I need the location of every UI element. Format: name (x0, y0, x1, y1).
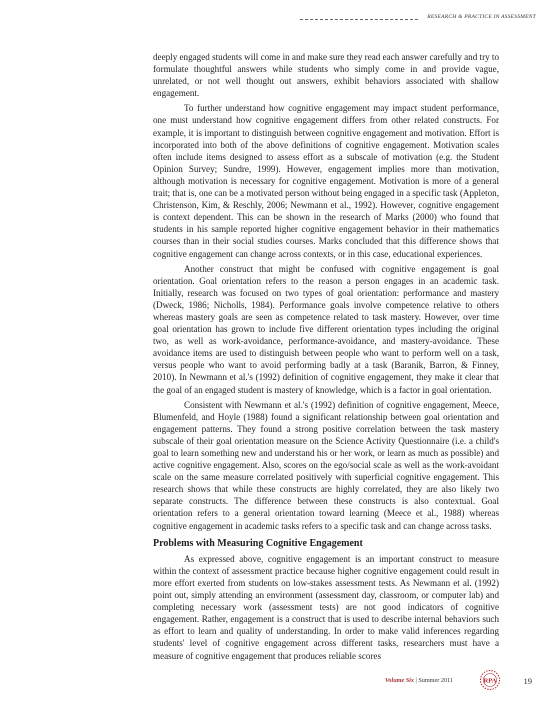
paragraph-1: deeply engaged students will come in and make sure they read each answer carefully and try to formulate thoughtful answers while students who simply come in and provide vague, unrelated, or not well thought out answers, exhibit behaviors associated with shallow engagement. (153, 52, 499, 99)
paragraph-3: Another construct that might be confused with cognitive engagement is goal orientation. Goal orientation refers to the reason a person engages in an academic task. Initially, research was focused on two types of goal orientation: performance and mastery (Dweck, 1986; Nicholls, 1984). Performance goals involve competence relative to others whereas mastery goals are seen as competence related to task mastery. However, over time goal orientation has grown to include five different orientation types including the original two, as well as work-avoidance, performance-avoidance, and mastery-avoidance. These avoidance items are used to distinguish between people who want to perform well on a task, versus people who want to avoid performing badly at a task (Baranik, Barron, & Finney, 2010). In Newmann et al.'s (1992) definition of cognitive engagement, they make it clear that the goal of an engaged student is mastery of knowledge, which is a factor in goal orientation. (153, 263, 499, 395)
logo-text: RPA (483, 677, 497, 685)
rpa-logo-icon (475, 669, 505, 691)
section-heading: Problems with Measuring Cognitive Engagement (153, 537, 363, 549)
footer-issue: | Summer 2011 (414, 677, 453, 684)
section-paragraph: As expressed above, cognitive engagement is an important construct to measure within the context of assessment practice because higher cognitive engagement could result in more effort exerted from students on low-stakes assessment tests. As Newmann et al. (1992) point out, simply attending an environment (assessment day, classroom, or computer lab) and completing necessary work (assessment tests) are not good indicators of cognitive engagement. Rather, engagement is a construct that is used to describe internal behaviors such as effort to learn and quality of understanding. In order to make valid inferences regarding students' level of cognitive engagement across different tasks, researchers must have a measure of cognitive engagement that produces reliable scores (153, 553, 499, 661)
running-title: RESEARCH & PRACTICE IN ASSESSMENT (427, 14, 536, 20)
page-number: 19 (523, 676, 532, 686)
paragraph-4: Consistent with Newmann et al.'s (1992) definition of cognitive engagement, Meece, Blumenfeld, and Hoyle (1988) found a significant relationship between goal orientation and engagement patterns. They found a strong positive correlation between the task mastery subscale of their goal orientation measure on the Science Activity Questionnaire (i.e. a child's goal to learn something new and understand his or her work, or learn as much as possible) and active cognitive engagement. Also, scores on the ego/social scale as well as the work-avoidant scale on the same measure correlated positively with superficial cognitive engagement. This research shows that while these constructs are highly correlated, they are also likely two separate constructs. The difference between these constructs is also contextual. Goal orientation refers to a general orientation toward learning (Meece et al., 1988) whereas cognitive engagement in academic tasks refers to a specific task and can change across tasks. (153, 399, 499, 531)
article-body (153, 51, 499, 662)
footer-volume: Volume Six (384, 677, 414, 684)
footer-issue-info (385, 677, 453, 684)
paragraph-2: To further understand how cognitive engagement may impact student performance, one must understand how cognitive engagement differs from other related constructs. For example, it is important to distinguish between cognitive engagement and motivation. Effort is incorporated into both of the above definitions of cognitive engagement. Motivation scales often include items designed to assess effort as a subscale of motivation (e.g. the Student Opinion Survey; Sundre, 1999). However, engagement implies more than motivation, although motivation is necessary for cognitive engagement. Motivation is more of a general trait; that is, one can be a motivated person without being engaged in a specific task (Appleton, Christenson, Kim, & Reschly, 2006; Newmann et al., 1992). However, cognitive engagement is context dependent. This can be shown in the research of Marks (2000) who found that students in his sample reported higher cognitive engagement behavior in their mathematics courses than in their social studies courses. Marks concluded that this difference shows that cognitive engagement can change across contexts, or in this case, educational experiences. (153, 103, 499, 259)
running-header (0, 13, 550, 25)
header-dashed-rule (300, 19, 418, 20)
page-footer (300, 669, 545, 691)
